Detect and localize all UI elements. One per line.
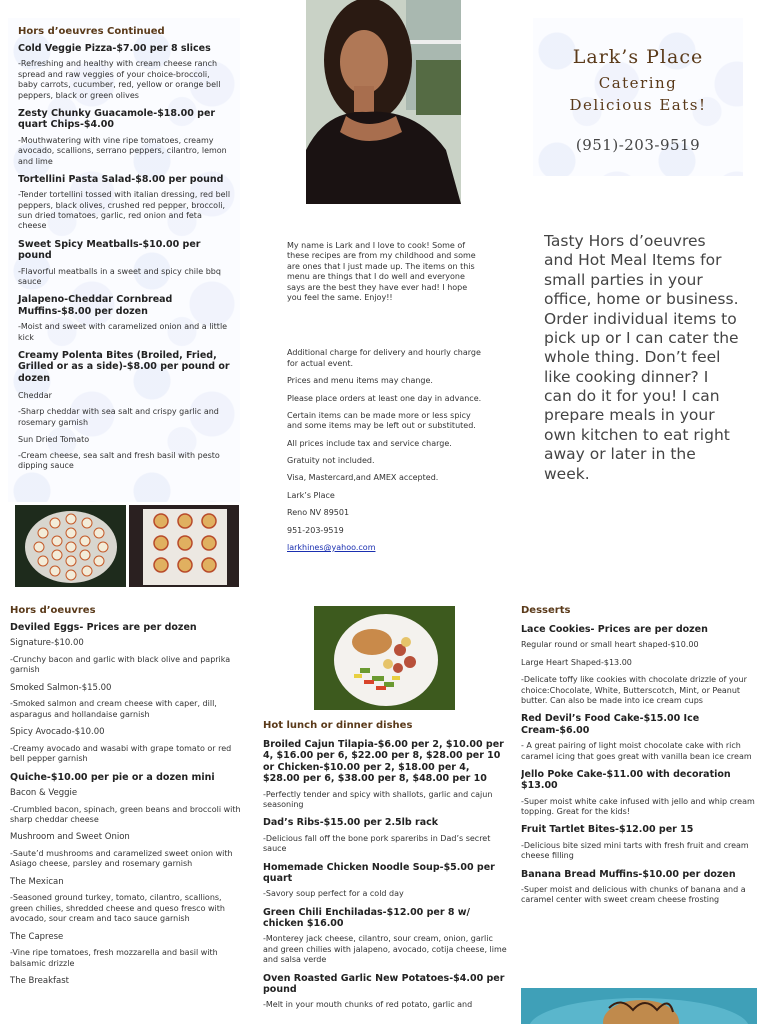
option-name: Cheddar: [18, 391, 52, 401]
portrait-photo: [306, 0, 461, 204]
entry-name: Mushroom and Sweet Onion: [10, 832, 130, 843]
item-desc: -Super moist and delicious with chunks of banana and a caramel center with sweet cream cheese frosting: [521, 885, 746, 905]
email-row: [287, 543, 482, 553]
item-title: Cold Veggie Pizza-$7.00 per 8 slices: [18, 43, 211, 54]
item-desc: -Delicious bite sized mini tarts with fresh fruit and cream cheese filling: [521, 840, 749, 861]
item-desc: -Refreshing and healthy with cream cheese ranch spread and raw veggies of your choice-broccoli, baby carrots, cucumber, red, yellow or orange bell peppers, black or green olives: [18, 59, 221, 100]
entry-name: Regular round or small heart shaped-$10.00: [521, 640, 699, 650]
item-title: Creamy Polenta Bites (Broiled, Fried, Grilled or as a side)-$8.00 per pound or dozen: [18, 349, 230, 384]
blurb-panel: [544, 232, 739, 527]
entry-name: Signature-$10.00: [10, 638, 84, 649]
item-desc: -Moist and sweet with caramelized onion and a little kick: [18, 322, 228, 342]
phone-number: 951-203-9519: [287, 525, 344, 535]
item-desc: - A great pairing of light moist chocolate cake with rich caramel icing that goes great with vanilla bean ice cream: [521, 741, 752, 761]
note: Prices and menu items may change.: [287, 376, 433, 386]
item-desc: -Sharp cheddar with sea salt and crispy garlic and rosemary garnish: [18, 407, 219, 427]
item-title: Red Devil’s Food Cake-$15.00 Ice Cream-$6.00: [521, 713, 700, 736]
intro-text: My name is Lark and I love to cook! Some of these recipes are from my childhood and some are ones that I just made up. The items on this menu are things that I do well and everyone says are the best they have ever had! I hope you feel the same. Enjoy!!: [287, 241, 476, 302]
item-desc: -Mouthwatering with vine ripe tomatoes, creamy avocado, scallions, serrano peppers, cilantro, lemon and lime: [18, 135, 227, 166]
item-desc: -Cream cheese, sea salt and fresh basil with pesto dipping sauce: [18, 450, 220, 471]
item-title: Tortellini Pasta Salad-$8.00 per pound: [18, 173, 224, 185]
intro-blurb: Tasty Hors d’oeuvres and Hot Meal Items for small parties in your office, home or business. Order individual items to pick up or I can cater the whole thing. Don’t feel like cooking dinner? I can do it for you! I can prepare meals in your own kitchen to eat right away or later in the week.: [544, 232, 739, 483]
item-desc: -Monterey jack cheese, cilantro, sour cream, onion, garlic and green chilies with jalapeno, avocado, cotija cheese, lime and salsa verde: [263, 934, 507, 965]
deviled-eggs-photo: [15, 505, 126, 587]
note: All prices include tax and service charge.: [287, 438, 452, 448]
business-name: Lark’s Place: [287, 490, 335, 500]
entry-name: Smoked Salmon-$15.00: [10, 682, 112, 693]
item-title: Oven Roasted Garlic New Potatoes-$4.00 per pound: [263, 972, 505, 996]
mini-quiche-photo: [129, 505, 239, 587]
bottom-right-panel: [521, 605, 763, 985]
note: Visa, Mastercard,and AMEX accepted.: [287, 473, 439, 483]
email-link[interactable]: larkhines@yahoo.com: [287, 543, 376, 553]
business-title: Lark’s Place: [572, 46, 704, 68]
item-title: Broiled Cajun Tilapia-$6.00 per 2, $10.00 per 4, $16.00 per 6, $22.00 per 8, $28.00 per 10 or Chicken-$10.00 per 2, $18.00 per 4, $28.00 per 6, $38.00 per 8, $48.00 per 10: [263, 739, 504, 785]
item-title: Zesty Chunky Guacamole-$18.00 per quart Chips-$4.00: [18, 107, 216, 131]
title-card: [533, 18, 743, 176]
item-title: Banana Bread Muffins-$10.00 per dozen: [521, 868, 736, 880]
item-desc: -Tender tortellini tossed with italian dressing, red bell peppers, black olives, crushed red pepper, broccoli, sun dried tomatoes, garlic, red onion and feta cheese: [18, 190, 231, 231]
section-heading: Hot lunch or dinner dishes: [263, 720, 413, 731]
note: Certain items can be made more or less spicy and some items may be left out or substituted.: [287, 410, 476, 431]
tagline-title: Delicious Eats!: [569, 96, 707, 114]
item-desc: -Perfectly tender and spicy with shallots, garlic and cajun seasoning: [263, 789, 493, 809]
item-title: Quiche-$10.00 per pie or a dozen mini: [10, 771, 215, 783]
top-left-panel: [8, 18, 240, 502]
entry-name: Large Heart Shaped-$13.00: [521, 657, 632, 667]
item-desc: -Melt in your mouth chunks of red potato, garlic and: [263, 1000, 473, 1010]
option-name: Sun Dried Tomato: [18, 434, 90, 444]
item-desc: -Savory soup perfect for a cold day: [263, 889, 404, 899]
item-desc: -Flavorful meatballs in a sweet and spicy chile bbq sauce: [18, 266, 221, 287]
bottom-left-panel: [0, 605, 245, 1024]
title-block: [533, 46, 743, 154]
item-title: Fruit Tartlet Bites-$12.00 per 15: [521, 824, 694, 836]
note: Additional charge for delivery and hourly charge for actual event.: [287, 348, 481, 368]
address: Reno NV 89501: [287, 508, 350, 518]
phone-display: (951)-203-9519: [575, 136, 701, 154]
chicken-potatoes-photo: [314, 606, 455, 710]
entry-name: Bacon & Veggie: [10, 788, 78, 798]
item-desc: -Delicious fall off the bone pork spareribs in Dad’s secret sauce: [263, 833, 491, 854]
item-desc: -Crunchy bacon and garlic with black olive and paprika garnish: [10, 655, 231, 675]
note: Please place orders at least one day in advance.: [287, 393, 482, 403]
top-middle-panel: [287, 241, 482, 586]
item-desc: -Vine ripe tomatoes, fresh mozzarella and basil with balsamic drizzle: [10, 948, 218, 968]
entry-name: The Breakfast: [10, 976, 69, 987]
catering-title: Catering: [598, 74, 678, 92]
item-title: Lace Cookies- Prices are per dozen: [521, 624, 708, 635]
item-title: Deviled Eggs- Prices are per dozen: [10, 622, 197, 633]
item-title: Sweet Spicy Meatballs-$10.00 per pound: [18, 238, 201, 262]
bottom-middle-panel: [263, 720, 508, 1024]
item-desc: -Delicate toffy like cookies with chocolate drizzle of your choice:Chocolate, White, Butterscotch, Mint, or Peanut butter. Can also be made into ice cream cups: [521, 675, 747, 705]
item-desc: -Saute’d mushrooms and caramelized sweet onion with Asiago cheese, parsley and rosemary garnish: [10, 849, 233, 869]
entry-name: The Caprese: [10, 931, 64, 942]
item-title: Jalapeno-Cheddar Cornbread Muffins-$8.00 per dozen: [18, 294, 173, 317]
item-desc: -Crumbled bacon, spinach, green beans and broccoli with sharp cheddar cheese: [10, 804, 241, 825]
item-desc: -Creamy avocado and wasabi with grape tomato or red bell pepper garnish: [10, 743, 232, 764]
entry-name: The Mexican: [10, 876, 64, 887]
note: Gratuity not included.: [287, 456, 375, 466]
entry-name: Spicy Avocado-$10.00: [10, 727, 105, 738]
item-desc: -Super moist white cake infused with jello and whip cream topping. Great for the kids!: [521, 796, 755, 817]
item-title: Dad’s Ribs-$15.00 per 2.5lb rack: [263, 817, 439, 829]
item-title: Homemade Chicken Noodle Soup-$5.00 per quart: [263, 861, 495, 884]
section-heading: Hors d’oeuvres: [10, 605, 96, 616]
item-title: Jello Poke Cake-$11.00 with decoration $13.00: [521, 768, 731, 792]
lace-cookie-photo: [521, 988, 757, 1024]
section-heading: Hors d’oeuvres Continued: [18, 26, 165, 37]
item-desc: -Seasoned ground turkey, tomato, cilantro, scallions, green chilies, shredded cheese and queso fresco with avocado, sour cream and taco sauce garnish: [10, 893, 225, 924]
section-heading: Desserts: [521, 605, 571, 616]
item-title: Green Chili Enchiladas-$12.00 per 8 w/ chicken $16.00: [263, 906, 470, 930]
item-desc: -Smoked salmon and cream cheese with caper, dill, asparagus and hollandaise garnish: [10, 699, 217, 719]
